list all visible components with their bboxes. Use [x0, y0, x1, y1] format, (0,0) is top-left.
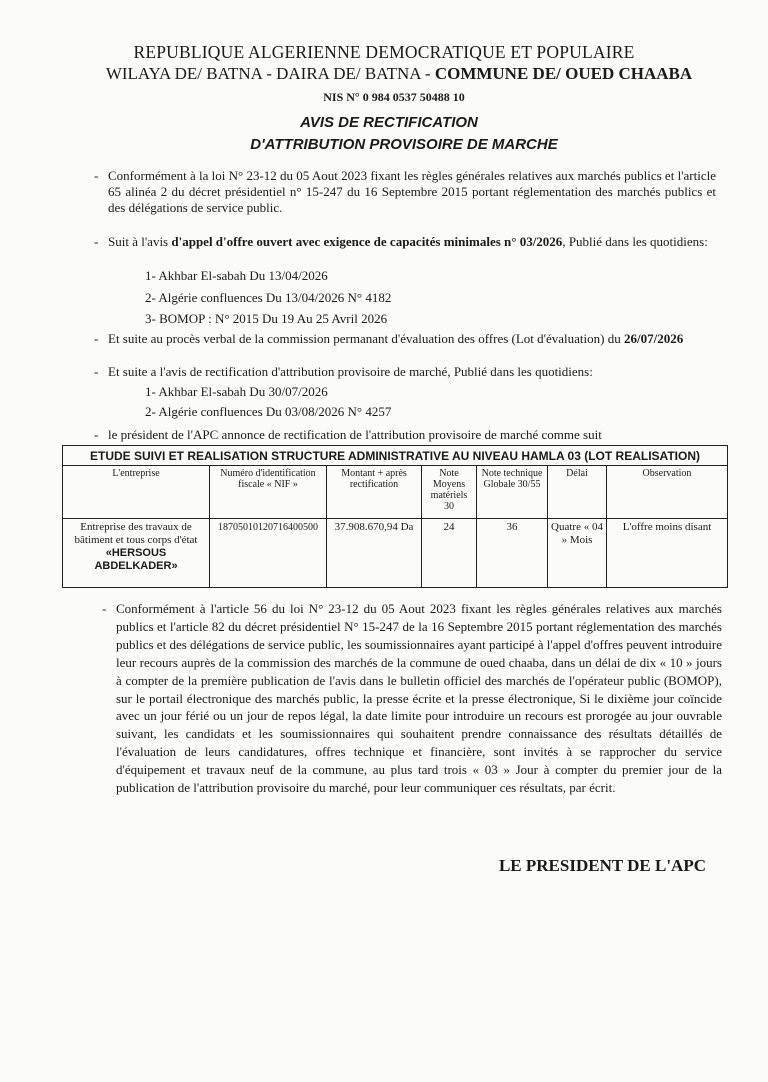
- tender-text-b: d'appel d'offre ouvert avec exigence de capacités minimales n° 03/2026: [171, 234, 563, 249]
- announce-text: le président de l'APC annonce de rectification de l'attribution provisoire de marché comme suit: [108, 427, 602, 442]
- company-name: «HERSOUS ABDELKADER»: [94, 547, 178, 572]
- col-header-observation: Observation: [607, 466, 728, 519]
- paragraph-commission: [94, 331, 716, 347]
- col-header-amount: Montant + après rectification: [327, 466, 422, 519]
- notice-title-line2: D'ATTRIBUTION PROVISOIRE DE MARCHE: [250, 136, 558, 153]
- cell-company: [63, 519, 210, 588]
- header-republic: REPUBLIQUE ALGERIENNE DEMOCRATIQUE ET POPULAIRE: [133, 42, 635, 62]
- cell-amount: 37.908.670,94 Da: [327, 519, 422, 588]
- header-nis: NIS N° 0 984 0537 50488 10: [323, 90, 465, 104]
- header-commune: COMMUNE DE/ OUED CHAABA: [434, 64, 693, 83]
- paragraph-tender-notice: [94, 234, 716, 250]
- bullet-marker: -: [94, 168, 99, 183]
- newspaper-item: 1- Akhbar El-sabah Du 13/04/2026: [145, 268, 328, 283]
- commission-text: Et suite au procès verbal de la commission permanant d'évaluation des offres (Lot d'évaluation) du: [108, 331, 624, 346]
- bullet-marker: -: [94, 234, 99, 249]
- bullet-marker: -: [94, 364, 99, 379]
- newspaper-item: 2- Algérie confluences Du 13/04/2026 N° 4182: [145, 290, 392, 305]
- bullet-marker: -: [94, 427, 99, 442]
- appeal-text: Conformément à l'article 56 du loi N° 23-12 du 05 Aout 2023 fixant les règles générales relatives aux marchés publics et l'article 82 du décret présidentiel N° 15-247 de la 16 Septembre 2015 portant réglementation des marchés publics et des délégations de service public, les soumissionnaires ayant participé à l'appel d'offres peuvent introduire leur recours auprès de la commission des marchés de la commune de oued chaaba, dans un délai de dix « 10 » jours à compter de la première publication de l'avis dans le bulletin officiel des marchés de l'opérateur public (BOMOP), sur le portail électronique des marchés public, la presse écrite et la presse électronique, Si le dixième jour coïncide avec un jour férié ou un jour de repos légal, la date limite pour introduire un recours est prorogée au jour ouvrable suivant, les candidats et les soumissionnaires qui souhaitent prendre connaissance des résultats détaillés de l'évaluation de leurs candidatures, offres technique et financière, sont invités à se rapprocher du service d'équipement et travaux neuf de la commune, au plus tard trois « 03 » Jour à compter du premier jour de la publication de l'attribution provisoire du marché, pour leur communiquer ces résultats, par écrit.: [116, 601, 722, 796]
- paragraph-law-text: Conformément à la loi N° 23-12 du 05 Aout 2023 fixant les règles générales relatives aux marchés publics et l'article 65 alinéa 2 du décret présidentiel n° 15-247 du 16 Septembre 2015 portant réglementation des marchés publics et des délégations de service public.: [108, 168, 716, 215]
- signature-president: LE PRESIDENT DE L'APC: [498, 856, 706, 875]
- paragraph-president-announce: [94, 427, 716, 443]
- company-type: Entreprise des travaux de bâtiment et tous corps d'état: [74, 521, 198, 546]
- tender-text-a: Suit à l'avis: [108, 234, 172, 249]
- rectification-text: Et suite a l'avis de rectification d'attribution provisoire de marché, Publié dans les quotidiens:: [108, 364, 593, 379]
- col-header-company: L'entreprise: [63, 466, 210, 519]
- header-wilaya: [0, 64, 768, 84]
- cell-delai: Quatre « 04 » Mois: [548, 519, 607, 588]
- bullet-marker: -: [94, 331, 99, 346]
- cell-nif: 187050101207164005​00: [210, 519, 327, 588]
- newspaper-item: 3- BOMOP : N° 2015 Du 19 Au 25 Avril 2026: [145, 311, 388, 326]
- cell-observation: L'offre moins disant: [607, 519, 728, 588]
- newspaper-item: 1- Akhbar El-sabah Du 30/07/2026: [145, 384, 328, 399]
- col-header-delai: Délai: [548, 466, 607, 519]
- notice-title-line1: AVIS DE RECTIFICATION: [300, 114, 478, 131]
- col-header-note-tech: Note technique Globale 30/55: [477, 466, 548, 519]
- attribution-table: [62, 445, 728, 588]
- col-header-nif: Numéro d'identification fiscale « NIF »: [210, 466, 327, 519]
- paragraph-rectification-notice: [94, 364, 716, 380]
- header-wilaya-daira: WILAYA DE/ BATNA - DAIRA DE/ BATNA -: [105, 64, 435, 83]
- table-caption: ETUDE SUIVI ET REALISATION STRUCTURE ADMINISTRATIVE AU NIVEAU HAMLA 03 (LOT REALISATION): [63, 446, 728, 466]
- col-header-note-moyens: Note Moyens matériels 30: [422, 466, 477, 519]
- bullet-marker: -: [102, 601, 107, 616]
- cell-note-tech: 36: [477, 519, 548, 588]
- table-header-row: [63, 466, 728, 519]
- paragraph-law-reference: [94, 168, 716, 216]
- newspaper-item: 2- Algérie confluences Du 03/08/2026 N° 4257: [145, 404, 392, 419]
- tender-text-c: , Publié dans les quotidiens:: [562, 234, 708, 249]
- paragraph-appeal-rights: [102, 600, 722, 797]
- commission-date: 26/07/2026: [623, 331, 684, 346]
- cell-note-moyens: 24: [422, 519, 477, 588]
- table-row: [63, 519, 728, 588]
